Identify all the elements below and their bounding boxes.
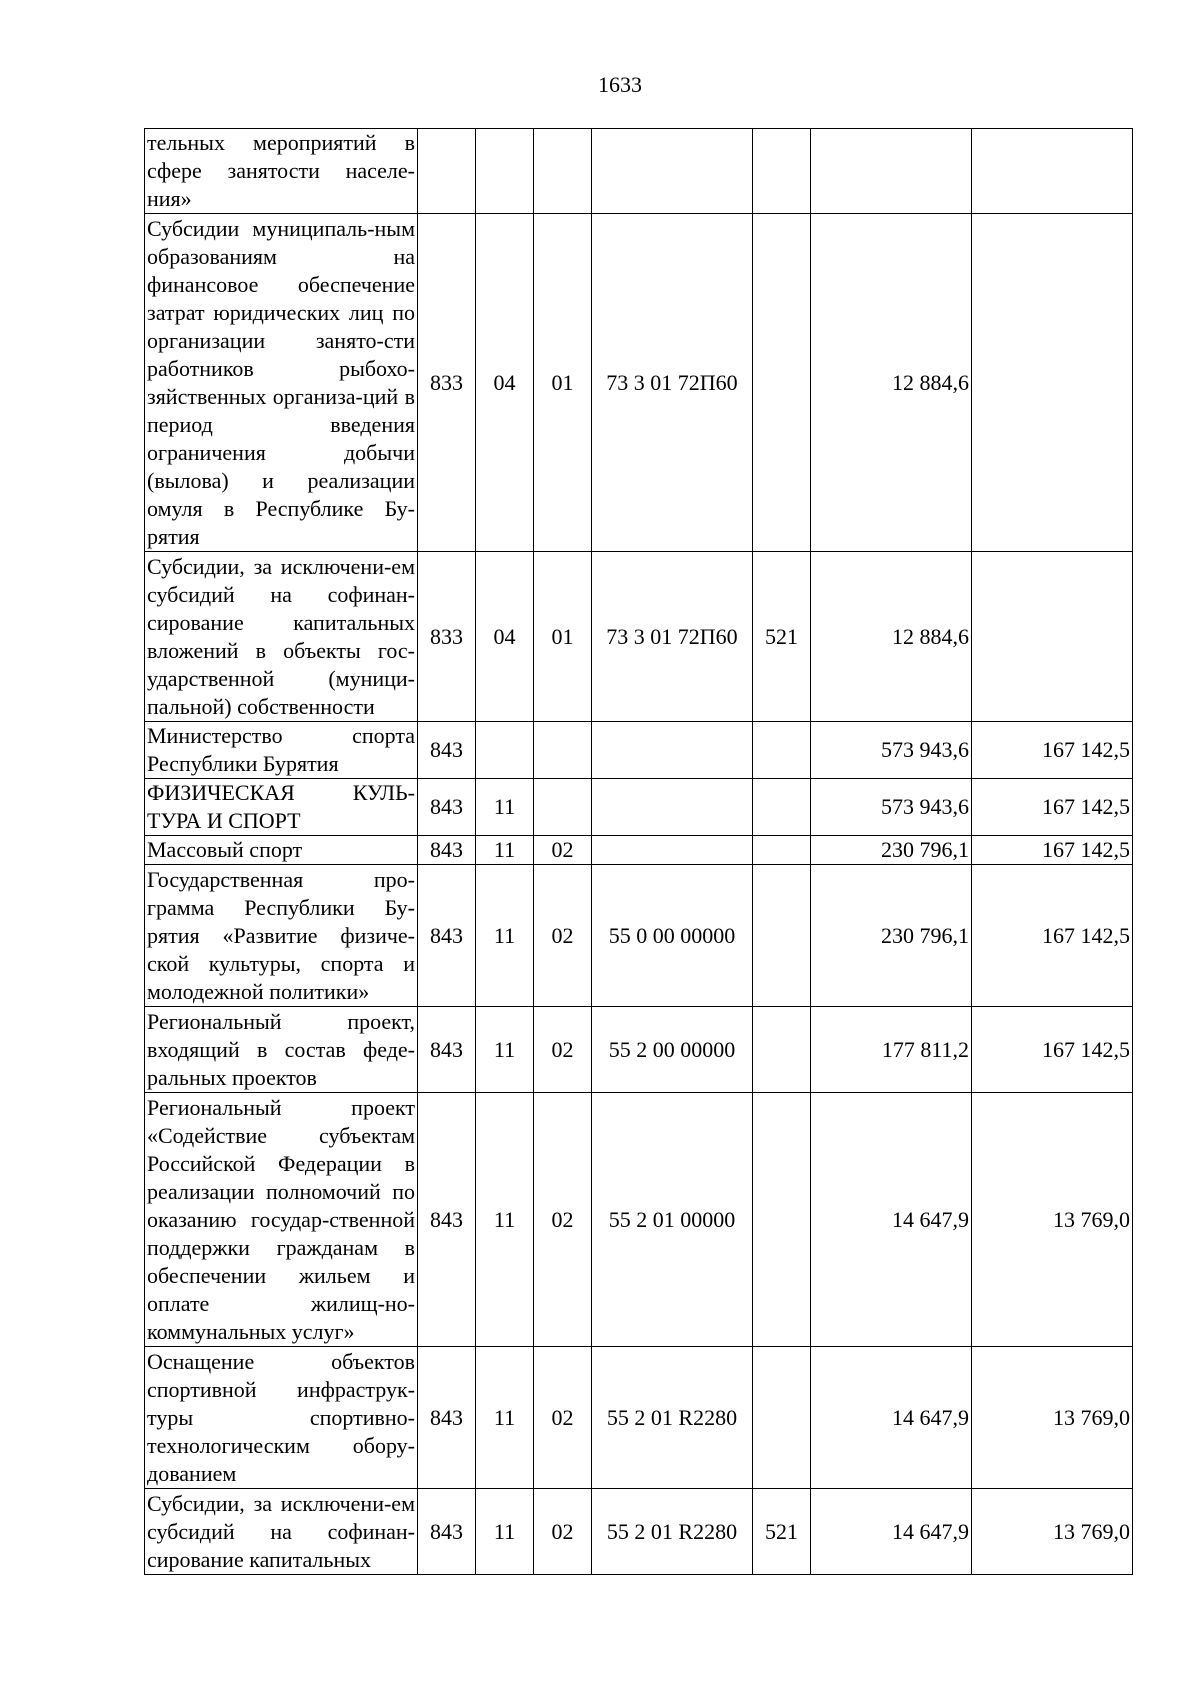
amount-federal: 167 142,5 (972, 865, 1133, 1007)
section-code: 11 (476, 865, 534, 1007)
target-article: 73 3 01 72П60 (592, 552, 753, 722)
row-name: Субсидии, за исключени-ем субсидий на софинан-сирование капитальных (145, 1489, 418, 1575)
amount-total: 14 647,9 (811, 1093, 972, 1347)
section-code: 11 (476, 1489, 534, 1575)
section-code: 11 (476, 779, 534, 836)
amount-total: 573 943,6 (811, 722, 972, 779)
amount-federal: 167 142,5 (972, 836, 1133, 865)
subsection-code: 01 (534, 214, 592, 552)
subsection-code (534, 779, 592, 836)
target-article (592, 779, 753, 836)
target-article: 73 3 01 72П60 (592, 214, 753, 552)
section-code: 11 (476, 836, 534, 865)
amount-federal: 167 142,5 (972, 722, 1133, 779)
row-name: Оснащение объектов спортивной инфраструк-туры спортивно-технологическим обору-дованием (145, 1347, 418, 1489)
expense-type: 521 (753, 1489, 811, 1575)
amount-total: 14 647,9 (811, 1347, 972, 1489)
amount-total (811, 129, 972, 214)
target-article (592, 836, 753, 865)
row-name: Региональный проект, входящий в состав феде-ральных проектов (145, 1007, 418, 1093)
row-name: Министерство спорта Республики Бурятия (145, 722, 418, 779)
section-code: 11 (476, 1347, 534, 1489)
amount-total: 230 796,1 (811, 865, 972, 1007)
row-name: Субсидии, за исключени-ем субсидий на софинан-сирование капитальных вложений в объекты гос-ударственной (муници-пальной) собственности (145, 552, 418, 722)
table-row (145, 865, 1133, 1007)
subsection-code (534, 129, 592, 214)
table-row (145, 214, 1133, 552)
row-name: Государственная про-грамма Республики Бу-рятия «Развитие физиче-ской культуры, спорта и молодежной политики» (145, 865, 418, 1007)
table-row (145, 129, 1133, 214)
section-code: 04 (476, 552, 534, 722)
table-row (145, 779, 1133, 836)
subsection-code: 02 (534, 865, 592, 1007)
table-row (145, 1007, 1133, 1093)
amount-federal: 13 769,0 (972, 1347, 1133, 1489)
amount-total: 12 884,6 (811, 214, 972, 552)
expense-type (753, 1007, 811, 1093)
amount-total: 230 796,1 (811, 836, 972, 865)
row-name: Региональный проект «Содействие субъектам Российской Федерации в реализации полномочий по оказанию государ-ственной поддержки гражданам в обеспечении жильем и оплате жилищ-но-коммунальных услуг» (145, 1093, 418, 1347)
amount-federal: 167 142,5 (972, 1007, 1133, 1093)
section-code (476, 129, 534, 214)
target-article (592, 722, 753, 779)
amount-federal (972, 129, 1133, 214)
admin-code: 843 (418, 1347, 476, 1489)
subsection-code: 02 (534, 836, 592, 865)
table-row (145, 836, 1133, 865)
amount-total: 573 943,6 (811, 779, 972, 836)
expense-type (753, 1347, 811, 1489)
admin-code: 843 (418, 1489, 476, 1575)
amount-federal: 13 769,0 (972, 1489, 1133, 1575)
row-name: тельных мероприятий в сфере занятости населе-ния» (145, 129, 418, 214)
subsection-code: 02 (534, 1347, 592, 1489)
admin-code: 843 (418, 865, 476, 1007)
admin-code: 843 (418, 779, 476, 836)
target-article: 55 2 01 00000 (592, 1093, 753, 1347)
target-article: 55 2 00 00000 (592, 1007, 753, 1093)
table-row (145, 1489, 1133, 1575)
row-name: Субсидии муниципаль-ным образованиям на финансовое обеспечение затрат юридических лиц по организации занято-сти работников рыбохо-зяйственных организа-ций в период введения ограничения добычи (вылова) и реализации омуля в Республике Бу-рятия (145, 214, 418, 552)
target-article: 55 2 01 R2280 (592, 1347, 753, 1489)
row-name: ФИЗИЧЕСКАЯ КУЛЬ-ТУРА И СПОРТ (145, 779, 418, 836)
amount-total: 14 647,9 (811, 1489, 972, 1575)
admin-code: 843 (418, 1093, 476, 1347)
section-code: 11 (476, 1093, 534, 1347)
table-row (145, 722, 1133, 779)
expense-type (753, 865, 811, 1007)
amount-federal (972, 214, 1133, 552)
amount-total: 177 811,2 (811, 1007, 972, 1093)
expense-type (753, 779, 811, 836)
amount-federal: 13 769,0 (972, 1093, 1133, 1347)
subsection-code: 01 (534, 552, 592, 722)
expense-type (753, 1093, 811, 1347)
expense-type: 521 (753, 552, 811, 722)
admin-code (418, 129, 476, 214)
target-article (592, 129, 753, 214)
admin-code: 833 (418, 552, 476, 722)
subsection-code: 02 (534, 1489, 592, 1575)
target-article: 55 0 00 00000 (592, 865, 753, 1007)
subsection-code (534, 722, 592, 779)
admin-code: 843 (418, 722, 476, 779)
budget-table (144, 128, 1133, 1575)
expense-type (753, 722, 811, 779)
table-row (145, 552, 1133, 722)
section-code: 11 (476, 1007, 534, 1093)
subsection-code: 02 (534, 1093, 592, 1347)
amount-total: 12 884,6 (811, 552, 972, 722)
section-code (476, 722, 534, 779)
table-row (145, 1093, 1133, 1347)
amount-federal (972, 552, 1133, 722)
section-code: 04 (476, 214, 534, 552)
target-article: 55 2 01 R2280 (592, 1489, 753, 1575)
expense-type (753, 214, 811, 552)
expense-type (753, 129, 811, 214)
amount-federal: 167 142,5 (972, 779, 1133, 836)
page-number: 1633 (598, 72, 642, 97)
admin-code: 843 (418, 1007, 476, 1093)
expense-type (753, 836, 811, 865)
admin-code: 843 (418, 836, 476, 865)
row-name: Массовый спорт (145, 836, 418, 865)
table-row (145, 1347, 1133, 1489)
admin-code: 833 (418, 214, 476, 552)
subsection-code: 02 (534, 1007, 592, 1093)
